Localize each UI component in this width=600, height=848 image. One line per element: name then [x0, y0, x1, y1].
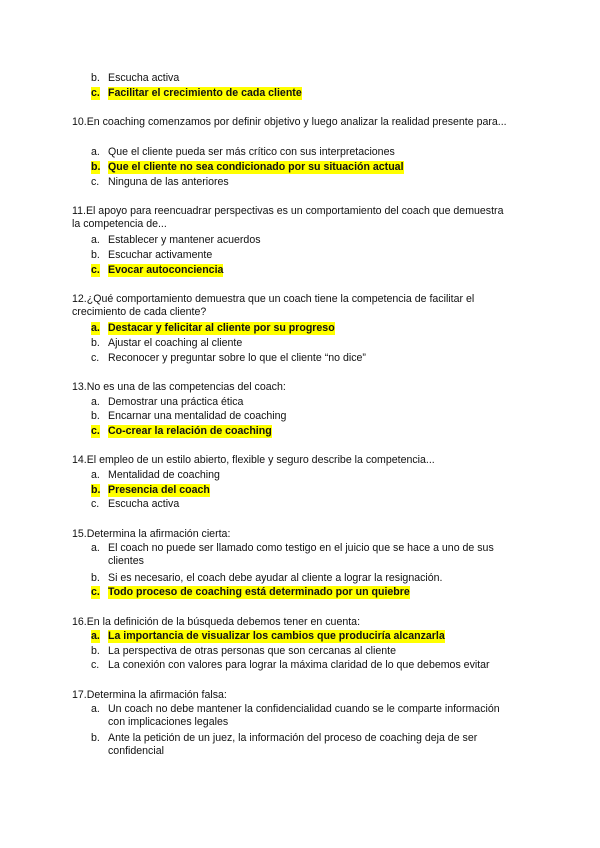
option-text-answer: Destacar y felicitar al cliente por su progreso [108, 322, 335, 334]
option-text: Encarnar una mentalidad de coaching [108, 410, 287, 422]
option-marker: c. [91, 87, 100, 99]
option-marker: b. [91, 410, 100, 422]
option-text: Demostrar una práctica ética [108, 396, 244, 408]
question-17-text: 17.Determina la afirmación falsa: [72, 689, 227, 701]
option-text-answer: Todo proceso de coaching está determinado por un quiebre [108, 586, 410, 598]
option-text-answer: Facilitar el crecimiento de cada cliente [108, 87, 302, 99]
option-text: Escucha activa [108, 498, 180, 510]
option-text: Si es necesario, el coach debe ayudar al cliente a lograr la resignación. [108, 572, 443, 584]
option-text-answer: Presencia del coach [108, 484, 210, 496]
option-marker: a. [91, 234, 100, 246]
option-marker: c. [91, 352, 100, 364]
option-text: Que el cliente pueda ser más crítico con sus interpretaciones [108, 146, 395, 158]
option-marker: c. [91, 425, 100, 437]
option-text: Establecer y mantener acuerdos [108, 234, 261, 246]
option-marker: a. [91, 146, 100, 158]
option-text: Un coach no debe mantener la confidencialidad cuando se le comparte información con implicaciones legales [108, 703, 500, 728]
option-text: Ante la petición de un juez, la información del proceso de coaching deja de ser confidencial [108, 732, 478, 757]
option-text: Ninguna de las anteriores [108, 176, 229, 188]
option-marker: b. [91, 249, 100, 261]
question-11-text: 11.El apoyo para reencuadrar perspectivas es un comportamiento del coach que demuestra la competencia de... [72, 205, 504, 230]
option-text: Escucha activa [108, 72, 180, 84]
option-text: Escuchar activamente [108, 249, 213, 261]
question-15-text: 15.Determina la afirmación cierta: [72, 528, 231, 540]
option-marker: c. [91, 586, 100, 598]
option-text: Mentalidad de coaching [108, 469, 220, 481]
question-10-text: 10.En coaching comenzamos por definir objetivo y luego analizar la realidad presente para... [72, 116, 507, 128]
option-marker: b. [91, 572, 100, 584]
option-text-answer: Que el cliente no sea condicionado por su situación actual [108, 161, 404, 173]
option-text-answer: La importancia de visualizar los cambios que produciría alcanzarla [108, 630, 445, 642]
question-13-text: 13.No es una de las competencias del coach: [72, 381, 286, 393]
option-text-answer: Evocar autoconciencia [108, 264, 224, 276]
option-text: Reconocer y preguntar sobre lo que el cliente “no dice” [108, 352, 366, 364]
option-marker: c. [91, 659, 100, 671]
question-14-text: 14.El empleo de un estilo abierto, flexible y seguro describe la competencia... [72, 454, 435, 466]
option-text: Ajustar el coaching al cliente [108, 337, 243, 349]
option-marker: c. [91, 264, 100, 276]
question-12-text: 12.¿Qué comportamiento demuestra que un coach tiene la competencia de facilitar el crecimiento de cada cliente? [72, 293, 475, 318]
option-marker: b. [91, 72, 100, 84]
option-marker: a. [91, 469, 100, 481]
option-text: La conexión con valores para lograr la máxima claridad de lo que debemos evitar [108, 659, 490, 671]
option-marker: b. [91, 645, 100, 657]
question-16-text: 16.En la definición de la búsqueda debemos tener en cuenta: [72, 616, 361, 628]
option-text: La perspectiva de otras personas que son cercanas al cliente [108, 645, 396, 657]
option-marker: a. [91, 322, 100, 334]
option-marker: c. [91, 176, 100, 188]
option-marker: b. [91, 732, 100, 744]
option-marker: a. [91, 630, 100, 642]
option-marker: c. [91, 498, 100, 510]
option-marker: a. [91, 703, 100, 715]
option-text: El coach no puede ser llamado como testigo en el juicio que se hace a uno de sus clientes [108, 542, 494, 567]
option-marker: b. [91, 484, 101, 496]
option-text-answer: Co-crear la relación de coaching [108, 425, 272, 437]
option-marker: a. [91, 542, 100, 554]
option-marker: b. [91, 161, 101, 173]
option-marker: a. [91, 396, 100, 408]
option-marker: b. [91, 337, 100, 349]
